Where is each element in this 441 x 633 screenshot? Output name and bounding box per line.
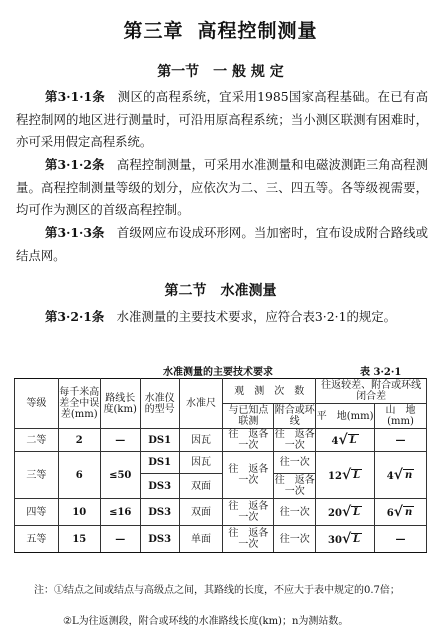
cell-obs-known: 往 返各一次 xyxy=(223,499,274,526)
sqrt-icon: √ xyxy=(393,504,403,520)
mountain-variable: n xyxy=(404,507,413,518)
sqrt-icon: √ xyxy=(341,467,352,483)
table-note-1 xyxy=(34,583,428,598)
table-number: 表 3·2·1 xyxy=(360,367,402,378)
cell-staff: 双面 xyxy=(179,499,223,526)
cell-instrument: DS3 xyxy=(140,474,179,499)
article-text: 首级网应布设成环形网。当加密时，宜布设成附合路线或结点网。 xyxy=(16,225,429,263)
cell-length: — xyxy=(100,526,140,553)
cell-length: ≤50 xyxy=(100,452,140,499)
chapter-name: 高程控制测量 xyxy=(197,20,318,42)
cell-grade: 五等 xyxy=(15,526,59,553)
cell-grade: 四等 xyxy=(15,499,59,526)
leveling-requirements-table xyxy=(14,378,427,553)
cell-grade: 二等 xyxy=(15,429,59,452)
sqrt-icon: √ xyxy=(393,467,403,483)
cell-mountain: — xyxy=(375,526,427,553)
cell-obs-known: 往 返各一次 xyxy=(223,429,274,452)
cell-obs-loop: 往一次 xyxy=(274,526,316,553)
article-3-1-3 xyxy=(16,222,428,267)
table-row xyxy=(15,429,427,452)
cell-staff: 因瓦 xyxy=(179,452,223,474)
cell-obs-known: 往 返各一次 xyxy=(223,526,274,553)
article-3-1-1 xyxy=(16,86,428,154)
cell-obs-loop: 往一次 xyxy=(274,499,316,526)
cell-obs-known: 往 返各一次 xyxy=(223,452,274,499)
cell-staff: 单面 xyxy=(179,526,223,553)
article-text: 高程控制测量，可采用水准测量和电磁波测距三角高程测量。高程控制测量等级的划分，应依次为二、三、四五等。各等级视需要，均可作为测区的首级高程控制。 xyxy=(16,157,429,218)
article-3-1-2 xyxy=(16,154,428,222)
cell-grade: 三等 xyxy=(15,452,59,499)
cell-instrument: DS3 xyxy=(140,499,179,526)
mountain-coefficient: 4 xyxy=(386,471,394,482)
header-instrument: 水准仪的型号 xyxy=(140,379,179,429)
flat-coefficient: 20 xyxy=(328,508,342,519)
article-3-2-1 xyxy=(16,306,428,329)
header-grade: 等级 xyxy=(15,379,59,429)
flat-variable: L xyxy=(349,435,357,446)
cell-obs-loop: 往 返各一次 xyxy=(274,429,315,451)
section-1-title: 第一节 一 般 规 定 xyxy=(157,64,284,80)
header-length: 路线长度(km) xyxy=(100,379,140,429)
cell-instrument: DS3 xyxy=(140,526,179,553)
cell-obs-loop: 往 返各一次 xyxy=(274,475,315,497)
cell-instrument: DS1 xyxy=(140,429,179,452)
chapter-number: 第三章 xyxy=(123,20,184,42)
table-row xyxy=(15,526,427,553)
header-obs-known: 与已知点联测 xyxy=(223,404,274,429)
article-number: 第3·2·1条 xyxy=(45,309,105,324)
sqrt-icon: √ xyxy=(341,531,352,547)
header-mountain: 山 地(mm) xyxy=(375,404,427,429)
note-1-text: ①结点之间或结点与高级点之间，其路线的长度，不应大于表中规定的0.7倍； xyxy=(54,585,400,596)
cell-staff: 因瓦 xyxy=(179,429,223,452)
header-flat: 平 地(mm) xyxy=(316,404,375,429)
section-2-title: 第二节 水准测量 xyxy=(164,283,277,299)
mountain-coefficient: 6 xyxy=(386,508,394,519)
article-text: 测区的高程系统，宜采用1985国家高程基础。在已有高程控制网的地区进行测量时，可沿用原高程系统；当小测区联测有困难时，亦可采用假定高程系统。 xyxy=(16,89,428,150)
flat-variable: L xyxy=(353,470,361,481)
cell-mountain: — xyxy=(375,429,427,452)
sqrt-icon: √ xyxy=(338,432,348,448)
cell-mountain xyxy=(375,452,427,499)
table-note-2: ②L为往返测段，附合或环线的水准路线长度(km)；n为测站数。 xyxy=(63,616,349,627)
cell-length: ≤16 xyxy=(100,499,140,526)
article-number: 第3·1·2条 xyxy=(45,157,105,172)
flat-coefficient: 12 xyxy=(328,471,342,482)
flat-variable: L xyxy=(353,534,361,545)
note-prefix: 注： xyxy=(34,585,54,596)
article-text: 水准测量的主要技术要求，应符合表3·2·1的规定。 xyxy=(116,309,397,324)
chapter-title xyxy=(0,16,441,43)
flat-coefficient: 30 xyxy=(328,535,342,546)
cell-staff: 双面 xyxy=(179,474,223,499)
cell-instrument: DS1 xyxy=(140,452,179,474)
cell-error: 10 xyxy=(58,499,100,526)
cell-obs-loop: 往一次 xyxy=(274,452,316,474)
table-caption: 水准测量的主要技术要求 xyxy=(163,367,273,378)
cell-error: 2 xyxy=(58,429,100,452)
header-closure: 往返较差、附合或环线闭合差 xyxy=(316,379,427,404)
header-staff: 水准尺 xyxy=(179,379,223,429)
table-row xyxy=(15,499,427,526)
sqrt-icon: √ xyxy=(341,504,352,520)
cell-flat xyxy=(316,526,375,553)
table-row xyxy=(15,452,427,474)
flat-variable: L xyxy=(353,507,361,518)
header-observations: 观 测 次 数 xyxy=(223,379,316,404)
header-error: 每千米高差全中误差(mm) xyxy=(58,379,100,429)
cell-mountain xyxy=(375,499,427,526)
cell-error: 6 xyxy=(58,452,100,499)
cell-flat xyxy=(316,429,375,452)
mountain-variable: n xyxy=(404,470,413,481)
cell-flat xyxy=(316,499,375,526)
flat-coefficient: 4 xyxy=(331,436,339,447)
header-obs-loop: 附合或环线 xyxy=(274,405,315,427)
cell-error: 15 xyxy=(58,526,100,553)
cell-flat xyxy=(316,452,375,499)
article-number: 第3·1·1条 xyxy=(45,89,106,104)
cell-length: — xyxy=(100,429,140,452)
article-number: 第3·1·3条 xyxy=(45,225,105,240)
